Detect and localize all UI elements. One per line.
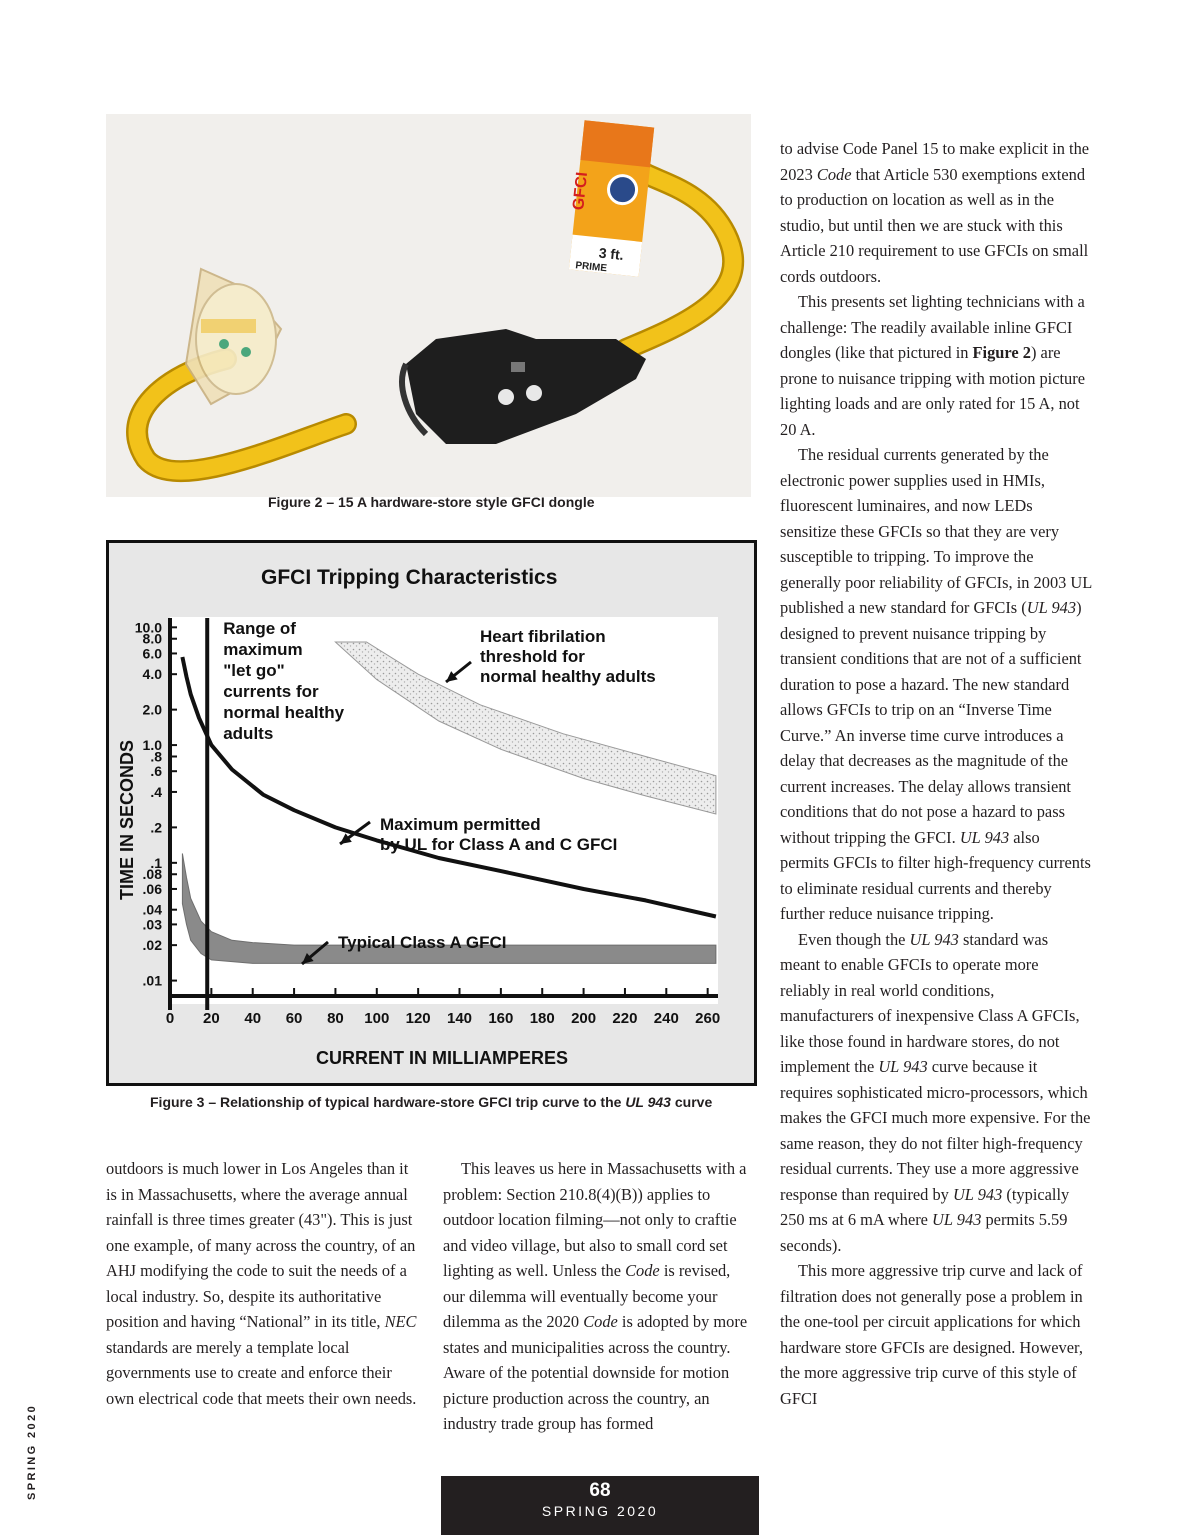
figure-3-caption bbox=[150, 1094, 712, 1110]
body-column-3 bbox=[780, 136, 1092, 1411]
em-run: Code bbox=[625, 1261, 660, 1280]
y-tick-label: .03 bbox=[142, 916, 162, 933]
y-tick-label: .8 bbox=[150, 748, 162, 765]
text-run: outdoors is much lower in Los Angeles than it is in Massachusetts, where the average annual rainfall is three times greater (43"). This is just one example, of many across the country, of an AHJ modifying the code to suit the needs of a local industry. So, despite its authoritative position and having “National” in its title, bbox=[106, 1159, 416, 1331]
text-run: This presents set lighting technicians with a challenge: The readily available inline GFCI dongles (like that pictured in bbox=[780, 292, 1085, 362]
let-go-annotation: Range of bbox=[223, 619, 296, 638]
x-tick-label: 20 bbox=[203, 1010, 220, 1027]
em-run: UL 943 bbox=[909, 929, 959, 949]
figure-3-caption-tail: curve bbox=[670, 1094, 713, 1110]
y-tick-label: 4.0 bbox=[142, 666, 162, 683]
y-tick-label: 10.0 bbox=[134, 619, 162, 636]
text-run: that Article 530 exemptions extend to production on location as well as in the studio, but until then we are stuck with this Article 210 requirement to use GFCIs on small cords outdoors. bbox=[780, 164, 1089, 286]
x-tick-label: 80 bbox=[327, 1010, 344, 1027]
gfci-chart-svg bbox=[106, 540, 757, 1086]
text-run: (typically 250 ms at 6 mA where bbox=[780, 1184, 1070, 1229]
x-tick-label: 200 bbox=[571, 1010, 597, 1027]
x-tick-label: 40 bbox=[244, 1010, 262, 1027]
paragraph bbox=[106, 1156, 418, 1411]
y-tick-label: .4 bbox=[150, 783, 162, 800]
y-tick-label: 2.0 bbox=[142, 701, 162, 718]
em-run: UL 943 bbox=[959, 827, 1010, 847]
gfci-dongle-illustration bbox=[106, 114, 751, 497]
text-run: The residual currents generated by the electronic power supplies used in HMIs, fluorescent luminaires, and now LEDs sensitize these GFCIs so that they are very susceptible to tripping. To improve the generally poor reliability of GFCIs, in 2003 UL published a new standard for GFCIs ( bbox=[780, 445, 1092, 617]
em-run: UL 943 bbox=[932, 1210, 982, 1229]
tag-length: 3 ft. bbox=[598, 244, 625, 264]
paragraph bbox=[443, 1156, 756, 1437]
figure-3-caption-text: Figure 3 – Relationship of typical hardware-store GFCI trip curve to the bbox=[150, 1094, 626, 1110]
figure-3-caption-em: UL 943 bbox=[625, 1094, 671, 1110]
heart-annotation: threshold for bbox=[480, 647, 585, 666]
text-run: curve because it requires sophisticated micro-processors, which makes the GFCI much more expensive. For the same reason, they do not filter high-frequency residual currents. They use a more aggressive response than required by bbox=[780, 1057, 1091, 1204]
y-tick-label: .02 bbox=[142, 937, 162, 954]
text-run: is revised, our dilemma will eventually become your dilemma as the 2020 bbox=[443, 1261, 731, 1331]
x-tick-label: 260 bbox=[695, 1010, 721, 1027]
let-go-annotation: "let go" bbox=[223, 661, 285, 680]
let-go-annotation: normal healthy bbox=[223, 703, 345, 722]
body-column-1 bbox=[106, 1156, 418, 1411]
tag-brand: PRIME bbox=[574, 260, 608, 275]
paragraph bbox=[780, 289, 1092, 442]
y-tick-label: .08 bbox=[142, 866, 162, 883]
figure-ref: Figure 2 bbox=[972, 343, 1031, 362]
text-run: This more aggressive trip curve and lack of filtration does not generally pose a problem in the one-tool per circuit applications for which hardware store GFCIs are designed. However, the more aggressive trip curve of this style of GFCI bbox=[780, 1261, 1083, 1408]
paragraph bbox=[780, 442, 1092, 927]
text-run: standards are merely a template local governments use to create and enforce their own electrical code that meets their own needs. bbox=[106, 1337, 417, 1408]
x-tick-label: 220 bbox=[612, 1010, 638, 1027]
max-annotation: by UL for Class A and C GFCI bbox=[380, 835, 618, 854]
figure-2-caption: Figure 2 – 15 A hardware-store style GFCI dongle bbox=[268, 494, 595, 510]
figure-3-chart bbox=[106, 540, 757, 1086]
text-run: is adopted by more states and municipalities across the country. Aware of the potential downside for motion picture production across the country, an industry trade group has formed bbox=[443, 1312, 748, 1433]
page-number: 68 bbox=[589, 1480, 611, 1501]
x-axis-label: CURRENT IN MILLIAMPERES bbox=[316, 1048, 568, 1068]
y-tick-label: .01 bbox=[142, 972, 162, 989]
em-run: NEC bbox=[384, 1312, 417, 1331]
x-tick-label: 120 bbox=[405, 1010, 431, 1027]
y-tick-label: .2 bbox=[150, 819, 162, 836]
x-tick-label: 160 bbox=[488, 1010, 514, 1027]
text-run: standard was meant to enable GFCIs to operate more reliably in real world conditions, manufacturers of inexpensive Class A GFCIs, like those found in hardware stores, do not implement the bbox=[780, 929, 1080, 1076]
paragraph bbox=[780, 927, 1092, 1259]
text-run: ) are prone to nuisance tripping with motion picture lighting loads and are only rated for 15 A, not 20 A. bbox=[780, 343, 1085, 439]
text-run: also permits GFCIs to filter high-frequency currents to eliminate residual currents and thereby further reduce nuisance tripping. bbox=[780, 827, 1091, 923]
y-tick-label: 8.0 bbox=[142, 630, 162, 647]
issue-label: SPRING 2020 bbox=[541, 1503, 659, 1519]
y-tick-label: .04 bbox=[142, 901, 162, 918]
side-running-label: SPRING 2020 bbox=[26, 1403, 38, 1500]
tag-gfci-label: GFCI bbox=[570, 171, 592, 212]
y-tick-label: 6.0 bbox=[142, 645, 162, 662]
text-run: This leaves us here in Massachusetts with a problem: Section 210.8(4)(B)) applies to outdoor location filming—not only to craftie and video village, but also to small cord set lighting as well. Unless the bbox=[443, 1159, 747, 1280]
max-annotation: Maximum permitted bbox=[380, 815, 541, 834]
let-go-annotation: adults bbox=[223, 724, 274, 743]
em-run: Code bbox=[816, 164, 852, 184]
paragraph bbox=[780, 1258, 1092, 1411]
text-run: permits 5.59 seconds). bbox=[780, 1210, 1068, 1255]
let-go-annotation: maximum bbox=[223, 640, 303, 659]
heart-annotation: normal healthy adults bbox=[480, 667, 656, 686]
x-tick-label: 100 bbox=[364, 1010, 390, 1027]
x-tick-label: 60 bbox=[285, 1010, 303, 1027]
figure-2-photo bbox=[106, 114, 751, 497]
em-run: UL 943 bbox=[878, 1057, 928, 1076]
text-run: to advise Code Panel 15 to make explicit in the 2023 bbox=[780, 139, 1090, 184]
y-tick-label: .06 bbox=[142, 880, 162, 897]
let-go-annotation: currents for bbox=[223, 682, 319, 701]
chart-title: GFCI Tripping Characteristics bbox=[261, 566, 558, 589]
em-run: Code bbox=[583, 1312, 618, 1331]
y-tick-label: 1.0 bbox=[142, 737, 162, 754]
text-run: ) designed to prevent nuisance tripping by transient conditions that are not of a sufficient duration to pose a hazard. The new standard allows GFCIs to trip on an “Inverse Time Curve.” An inverse time curve introduces a delay that decreases as the magnitude of the current increases. The delay allows transient conditions that do not pose a hazard to pass without tripping the GFCI. bbox=[780, 598, 1082, 847]
x-tick-label: 180 bbox=[529, 1010, 555, 1027]
x-tick-label: 0 bbox=[165, 1010, 175, 1027]
heart-annotation: Heart fibrilation bbox=[480, 627, 606, 646]
text-run: Even though the bbox=[798, 929, 910, 949]
paragraph bbox=[780, 136, 1092, 289]
y-tick-label: .6 bbox=[150, 763, 162, 780]
x-tick-label: 140 bbox=[446, 1010, 473, 1027]
x-tick-label: 240 bbox=[653, 1010, 679, 1027]
em-run: UL 943 bbox=[952, 1184, 1003, 1204]
em-run: UL 943 bbox=[1026, 598, 1077, 617]
y-axis-label: TIME IN SECONDS bbox=[117, 739, 137, 900]
y-tick-label: .1 bbox=[150, 854, 162, 871]
page-footer bbox=[441, 1476, 759, 1535]
typical-annotation: Typical Class A GFCI bbox=[338, 933, 507, 952]
body-column-2 bbox=[443, 1156, 756, 1437]
